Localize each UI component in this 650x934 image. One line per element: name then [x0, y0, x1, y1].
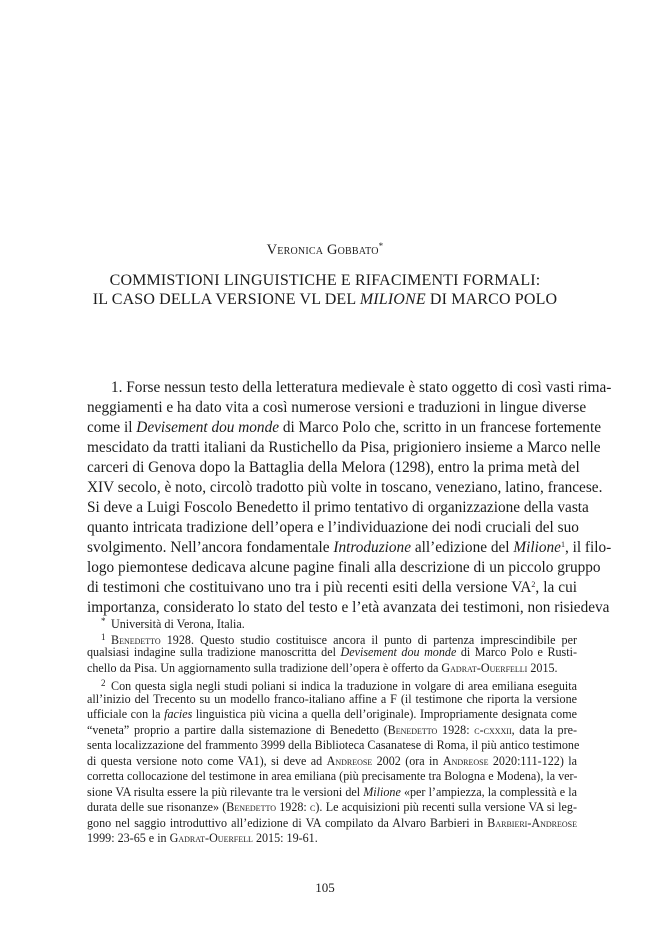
- body-line: di testimoni che costituivano uno tra i più recenti esiti della versione $VA^2$, la cui: [87, 579, 577, 596]
- page-number: 105: [315, 880, 335, 895]
- footnote-2-line: 1999: 23-65 e in Gadrat-Ouerfell 2015: 19-61.: [87, 831, 318, 845]
- footnote-2-line: durata delle sue risonanze» (Benedetto 1928: c). Le acquisizioni più recenti sulla versione VA si leg-: [87, 800, 577, 814]
- footnotes: [87, 614, 580, 847]
- footnote-2-line: di questa versione noto come VA1), si deve ad Andreose 2002 (ora in Andreose 2020:111-122) la: [87, 753, 577, 768]
- footnote-2-line: 2 Con questa sigla negli studi poliani si indica la traduzione in volgare di area emiliana eseguita: [101, 678, 577, 693]
- body-line: svolgimento. Nell’ancora fondamentale Introduzione all’edizione del Milione$^1$, il filo-: [87, 539, 612, 556]
- footnote-2-line: all’inizio del Trecento su un modello franco-italiano affine a F (il testimone che riporta la versione: [87, 691, 577, 706]
- body-line: XIV secolo, è noto, circolò tradotto più volte in toscano, veneziano, latino, francese.: [87, 479, 603, 496]
- body-line: quanto intricata tradizione dell’opera e l’individuazione dei nodi cruciali del suo: [87, 519, 579, 536]
- body-line: carceri di Genova dopo la Battaglia della Melora (1298), entro la prima metà del: [87, 459, 580, 476]
- article-title-line-1: COMMISTIONI LINGUISTICHE E RIFACIMENTI FORMALI:: [109, 272, 541, 289]
- body-line: logo piemontese dedicava alcune pagine finali alla descrizione di un piccolo gruppo: [87, 559, 601, 576]
- body-line: neggiamenti e ha dato vita a così numerose versioni e traduzioni in lingue diverse: [87, 399, 587, 416]
- footnote-1-line: qualsiasi indagine sulla tradizione manoscritta del Devisement dou monde di Marco Polo e Rusti-: [87, 645, 578, 659]
- author-name-text: Veronica Gobbato: [266, 242, 379, 258]
- footnote-affiliation: * Università di Verona, Italia.: [101, 616, 245, 631]
- body-line: importanza, considerato lo stato del testo e l’età avanzata dei testimoni, non risiedeva: [87, 599, 610, 616]
- body-line: come il Devisement dou monde di Marco Polo che, scritto in un francese fortemente: [87, 419, 601, 436]
- author-name: [0, 242, 650, 259]
- author-footnote-mark: *: [378, 241, 384, 251]
- footnote-ref-2: 2: [531, 580, 536, 589]
- body-line: mescidato da tratti italiani da Rustichello da Pisa, prigioniero insieme a Marco nelle: [87, 439, 601, 456]
- footnote-ref-1: 1: [560, 540, 565, 549]
- body-line: 1. Forse nessun testo della letteratura medievale è stato oggetto di così vasti rima-: [111, 379, 612, 396]
- footnote-2-line: “veneta” proprio a partire dalla sistemazione di Benedetto (Benedetto 1928: c-cxxxii, data la pre-: [87, 722, 577, 737]
- body-text: [87, 378, 612, 618]
- footnote-1-line: 1 Benedetto 1928. Questo studio costituisce ancora il punto di partenza imprescindibile per: [101, 631, 577, 647]
- footnote-2-line: ufficiale con la facies linguistica più vicina a quella dell’originale). Impropriamente designata come: [87, 707, 578, 721]
- footnote-2-line: sione VA risulta essere la più rilevante tra le versioni del Milione «per l’ampiezza, la complessità e la: [87, 784, 577, 799]
- footnote-1-line: chello da Pisa. Un aggiornamento sulla tradizione dell’opera è offerto da Gadrat-Ouerfelli 2015.: [87, 660, 558, 675]
- body-line: Si deve a Luigi Foscolo Benedetto il primo tentativo di organizzazione della vasta: [87, 499, 589, 516]
- footnote-2-line: senta localizzazione del frammento 3999 della Biblioteca Casanatese di Roma, il più antico testimone: [87, 738, 580, 752]
- title-milione: MILIONE: [359, 291, 426, 308]
- footnote-2-line: corretta collocazione del testimone in area emiliana (più precisamente tra Bologna e Modena), la ver-: [87, 769, 578, 783]
- article-title-line-2: IL CASO DELLA VERSIONE VL DEL MILIONE DI MARCO POLO: [92, 291, 558, 308]
- footnote-2-line: gono nel saggio introduttivo all’edizione di VA compilato da Alvaro Barbieri in Barbieri-Andreose: [87, 815, 577, 830]
